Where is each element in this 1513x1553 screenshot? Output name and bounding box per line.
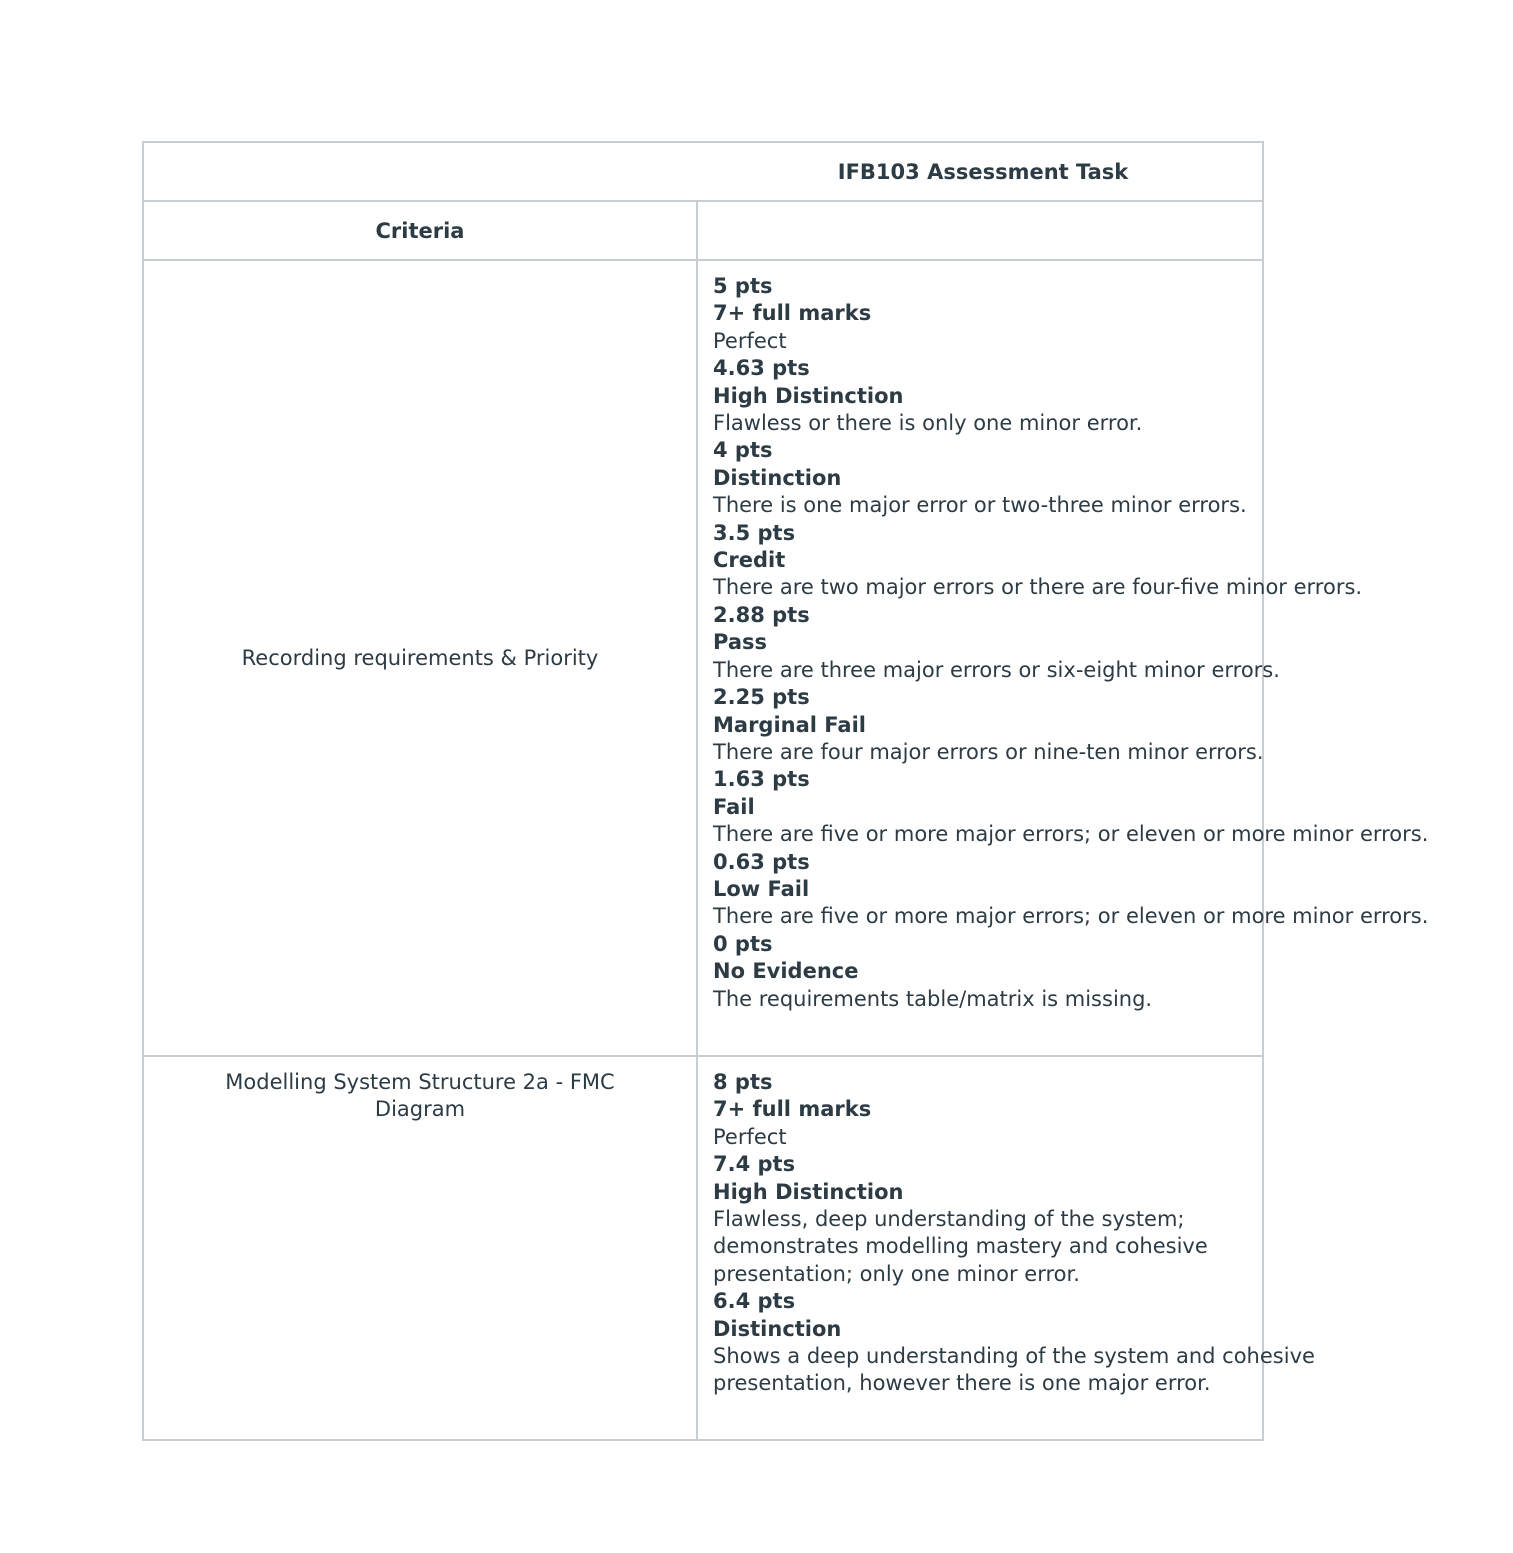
rubric-title: IFB103 Assessment Task <box>837 159 1129 184</box>
rating-description: Flawless or there is only one minor error. <box>713 411 1143 436</box>
rating-title: 7+ full marks <box>713 1097 872 1122</box>
rating-description: There are two major errors or there are four-five minor errors. <box>713 575 1363 600</box>
rating-description: Perfect <box>713 1124 787 1149</box>
rating-description: There are three major errors or six-eight minor errors. <box>713 657 1280 682</box>
rating-points: 4.63 pts <box>713 356 810 381</box>
rating-points: 3.5 pts <box>713 520 796 545</box>
rating-title: No Evidence <box>713 959 859 984</box>
rating-points: 2.25 pts <box>713 685 810 710</box>
rating-title: Credit <box>713 548 786 573</box>
rating-title: Distinction <box>713 1316 842 1341</box>
table-row <box>143 260 1263 1056</box>
rating-points: 1.63 pts <box>713 767 810 792</box>
rating-title: High Distinction <box>713 383 904 408</box>
table-row <box>143 1056 1263 1440</box>
criterion-cell: Recording requirements & Priority <box>143 260 697 1056</box>
rating-points: 0 pts <box>713 931 773 956</box>
rating-description: There are five or more major errors; or eleven or more minor errors. <box>713 904 1429 929</box>
rating-title: Low Fail <box>713 876 810 901</box>
rating-description: There is one major error or two-three minor errors. <box>713 493 1247 518</box>
rating-title: Fail <box>713 794 755 819</box>
rating-points: 7.4 pts <box>713 1152 796 1177</box>
rating-description: There are four major errors or nine-ten minor errors. <box>713 739 1264 764</box>
rating-points: 4 pts <box>713 438 773 463</box>
rating-description: There are five or more major errors; or eleven or more minor errors. <box>713 822 1429 847</box>
rating-description: Shows a deep understanding of the system and cohesive presentation, however there is one major error. <box>713 1344 1315 1396</box>
criteria-header: Criteria <box>143 201 697 260</box>
rubric-title-cell <box>143 142 1263 201</box>
rating-title: Pass <box>713 630 767 655</box>
rating-description: The requirements table/matrix is missing. <box>713 986 1153 1011</box>
rating-title: 7+ full marks <box>713 301 872 326</box>
ratings-cell <box>697 1056 1315 1440</box>
rating-description: Perfect <box>713 328 787 353</box>
rating-points: 2.88 pts <box>713 602 810 627</box>
ratings-header <box>697 201 1263 260</box>
rating-points: 6.4 pts <box>713 1289 796 1314</box>
rating-description: Flawless, deep understanding of the system; demonstrates modelling mastery and cohesive presentation; only one minor error. <box>713 1207 1208 1286</box>
criterion-cell: Modelling System Structure 2a - FMC Diagram <box>143 1056 697 1440</box>
rating-title: Marginal Fail <box>713 712 866 737</box>
rating-title: Distinction <box>713 465 842 490</box>
rating-points: 0.63 pts <box>713 849 810 874</box>
ratings-cell <box>697 260 1429 1056</box>
rating-points: 5 pts <box>713 274 773 298</box>
rubric-table <box>142 141 1429 1441</box>
rating-points: 8 pts <box>713 1070 773 1094</box>
rating-title: High Distinction <box>713 1179 904 1204</box>
